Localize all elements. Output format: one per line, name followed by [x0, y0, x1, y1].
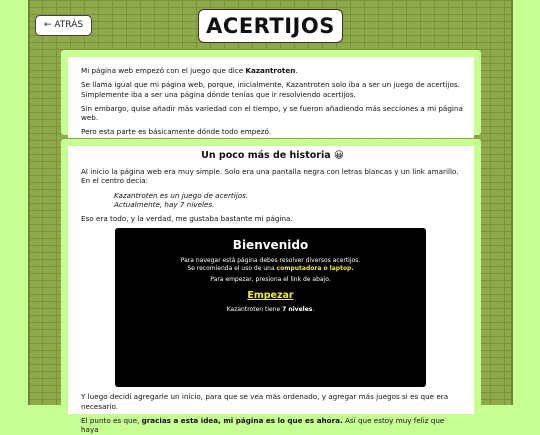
- history-quote: Kazantroten es un juego de acertijos. Actualmente, hay 7 niveles.: [114, 190, 249, 209]
- kazantroten-name: Kazantroten: [245, 66, 296, 75]
- history-panel: [61, 139, 481, 435]
- page-title-box: [198, 9, 343, 43]
- history-paragraph-1: Al inicio la página web era muy simple. Solo era una pantalla negra con letras blancas y un link amarillo. En el centro decía:: [81, 167, 459, 186]
- old-site-levels: Kazantroten tiene 7 niveles.: [226, 306, 315, 314]
- intro-paragraph-3: Sin embargo, quise añadir más variedad con el tiempo, y se fueron añadiendo más secciones a mi página web.: [81, 103, 463, 123]
- history-paragraph-4: El punto es que, gracias a esta idea, mi página es lo que es ahora. Así que estoy muy feliz que haya: [81, 416, 445, 435]
- intro-card: [68, 57, 474, 138]
- wall-right-edge: [511, 0, 513, 405]
- history-heading: Un poco más de historia 😀: [201, 150, 344, 161]
- history-card: [68, 146, 474, 435]
- intro-paragraph-2: Se llama igual que mi página web, porque, inicialmente, Kazantroten solo iba a ser un juego de acertijos. Simplemente iba a ser una página dónde tenías que ir resolviendo acertijos.: [81, 80, 460, 99]
- old-site-title: Bienvenido: [232, 238, 309, 253]
- intro-paragraph-1: Mi página web empezó con el juego que dice Kazantroten.: [81, 66, 298, 75]
- old-site-start-link[interactable]: Empezar: [247, 290, 294, 302]
- old-site-instructions: Para navegar está página debes resolver diversos acertijos. Se recomienda el uso de una computadora o laptop.: [180, 257, 361, 273]
- intro-panel: [61, 50, 481, 135]
- old-site-screenshot: [115, 228, 426, 387]
- history-paragraph-2: Eso era todo, y la verdad, me gustaba bastante mi página.: [81, 214, 293, 224]
- back-button[interactable]: ← ATRÁS: [35, 15, 92, 36]
- history-paragraph-3: Y luego decidí agregarle un inicio, para que se vea más ordenado, y agregar más juegos si es que era necesario.: [81, 392, 449, 411]
- page-title: ACERTIJOS: [206, 14, 335, 38]
- old-site-start-hint: Para empezar, presiona el link de abajo.: [210, 276, 331, 284]
- intro-paragraph-4: Pero esta parte es básicamente dónde todo empezó.: [81, 127, 272, 137]
- wall-left-edge: [28, 0, 30, 405]
